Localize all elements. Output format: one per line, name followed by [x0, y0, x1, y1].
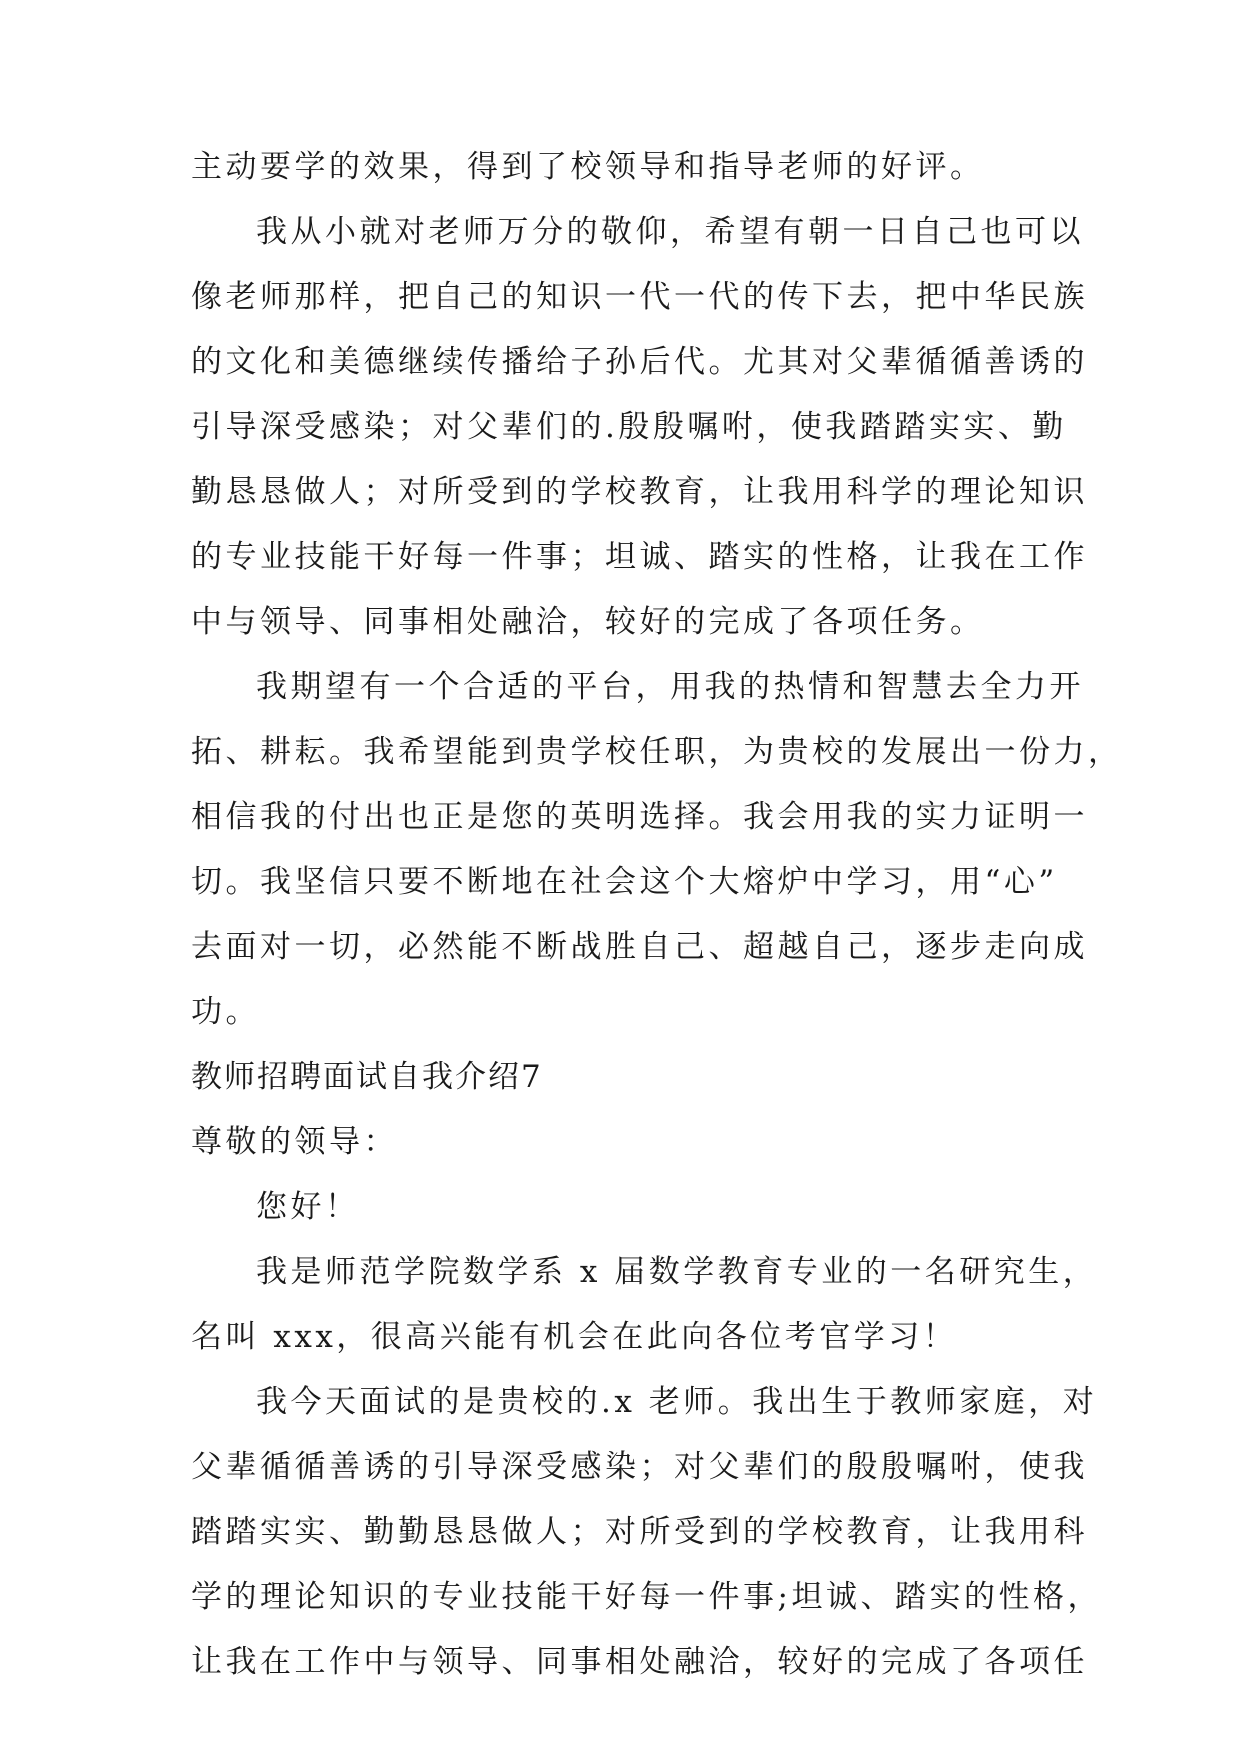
- text-line: 像老师那样，把自己的知识一代一代的传下去，把中华民族: [191, 279, 1088, 315]
- salutation: 尊敬的领导：: [191, 1124, 398, 1160]
- text-line: 学的理论知识的专业技能干好每一件事;坦诚、踏实的性格，: [191, 1579, 1102, 1615]
- section-title: 教师招聘面试自我介绍7: [191, 1059, 543, 1095]
- text-line: 的文化和美德继续传播给子孙后代。尤其对父辈循循善诱的: [191, 344, 1088, 380]
- text-line: 功。: [191, 994, 260, 1030]
- text-line: 引导深受感染；对父辈们的.殷殷嘱咐，使我踏踏实实、勤: [191, 409, 1067, 445]
- text-line: 拓、耕耘。我希望能到贵学校任职，为贵校的发展出一份力，: [191, 734, 1123, 770]
- text-line: 中与领导、同事相处融洽，较好的完成了各项任务。: [191, 604, 985, 640]
- text-line: 父辈循循善诱的引导深受感染；对父辈们的殷殷嘱咐，使我: [191, 1449, 1088, 1485]
- text-line: 让我在工作中与领导、同事相处融洽，较好的完成了各项任: [191, 1644, 1088, 1680]
- text-line: 主动要学的效果，得到了校领导和指导老师的好评。: [191, 149, 985, 185]
- text-line: 勤恳恳做人；对所受到的学校教育，让我用科学的理论知识: [191, 474, 1088, 510]
- text-line: 我从小就对老师万分的敬仰，希望有朝一日自己也可以: [256, 214, 1084, 250]
- text-line: 相信我的付出也正是您的英明选择。我会用我的实力证明一: [191, 799, 1088, 835]
- text-line: 踏踏实实、勤勤恳恳做人；对所受到的学校教育，让我用科: [191, 1514, 1088, 1550]
- text-line: 切。我坚信只要不断地在社会这个大熔炉中学习，用“心”: [191, 864, 1058, 900]
- text-line: 名叫 xxx，很高兴能有机会在此向各位考官学习！: [191, 1319, 958, 1355]
- text-line: 我是师范学院数学系 x 届数学教育专业的一名研究生，: [256, 1254, 1098, 1290]
- text-line: 我期望有一个合适的平台，用我的热情和智慧去全力开: [256, 669, 1084, 705]
- text-line: 去面对一切，必然能不断战胜自己、超越自己，逐步走向成: [191, 929, 1088, 965]
- greeting: 您好！: [256, 1189, 360, 1225]
- text-line: 我今天面试的是贵校的.x 老师。我出生于教师家庭，对: [256, 1384, 1098, 1420]
- text-line: 的专业技能干好每一件事；坦诚、踏实的性格，让我在工作: [191, 539, 1088, 575]
